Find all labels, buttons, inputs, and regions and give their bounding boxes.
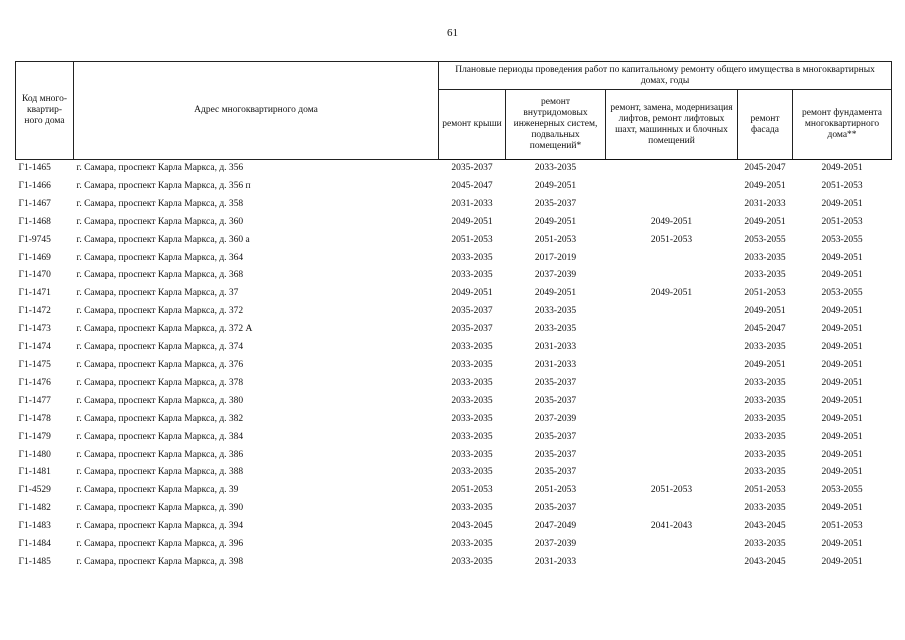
cell-foundation: 2049-2051	[821, 556, 863, 567]
cell-elevators	[606, 393, 738, 411]
header-code: Код много-квартир-ного дома	[16, 62, 74, 160]
cell-foundation: 2049-2051	[821, 377, 863, 388]
cell-elevators	[606, 411, 738, 429]
cell-elevators	[606, 339, 738, 357]
cell-foundation: 2053-2055	[821, 485, 863, 496]
cell-facade: 2031-2033	[744, 198, 786, 209]
cell-roof: 2043-2045	[451, 521, 493, 532]
cell-engineering: 2031-2033	[534, 556, 577, 567]
header-roof: ремонт крыши	[439, 90, 506, 160]
cell-roof: 2033-2035	[451, 556, 493, 567]
cell-address: г. Самара, проспект Карла Маркса, д. 358	[76, 198, 244, 209]
cell-roof: 2033-2035	[451, 342, 493, 353]
cell-address: г. Самара, проспект Карла Маркса, д. 368	[76, 270, 244, 281]
cell-code: Г1-1478	[18, 413, 51, 424]
cell-code: Г1-1469	[18, 252, 51, 263]
cell-engineering: 2035-2037	[534, 431, 577, 442]
cell-elevators	[606, 267, 738, 285]
cell-facade: 2049-2051	[744, 216, 786, 227]
table-row	[16, 464, 892, 482]
cell-foundation: 2049-2051	[821, 252, 863, 263]
cell-elevators: 2041-2043	[650, 521, 693, 532]
cell-foundation: 2049-2051	[821, 395, 863, 406]
cell-address: г. Самара, проспект Карла Маркса, д. 398	[76, 556, 244, 567]
cell-roof: 2035-2037	[451, 163, 493, 173]
cell-roof: 2033-2035	[451, 252, 493, 263]
table-row	[16, 267, 892, 285]
cell-address: г. Самара, проспект Карла Маркса, д. 37	[76, 288, 239, 299]
cell-foundation: 2049-2051	[821, 342, 863, 353]
cell-engineering: 2035-2037	[534, 503, 577, 514]
table-row	[16, 411, 892, 429]
cell-code: Г1-1468	[18, 216, 51, 227]
cell-code: Г1-1466	[18, 180, 51, 191]
cell-elevators: 2049-2051	[650, 216, 693, 227]
table-row	[16, 536, 892, 554]
cell-elevators	[606, 160, 738, 178]
cell-code: Г1-1479	[18, 431, 51, 442]
cell-roof: 2035-2037	[451, 324, 493, 335]
capital-repair-table	[15, 61, 892, 572]
cell-roof: 2033-2035	[451, 431, 493, 442]
table-row	[16, 214, 892, 232]
cell-elevators	[606, 357, 738, 375]
cell-code: Г1-1473	[18, 324, 51, 335]
cell-roof: 2033-2035	[451, 270, 493, 281]
cell-facade: 2033-2035	[744, 449, 786, 460]
cell-elevators	[606, 447, 738, 465]
cell-facade: 2033-2035	[744, 270, 786, 281]
table-row	[16, 178, 892, 196]
table-row	[16, 375, 892, 393]
cell-address: г. Самара, проспект Карла Маркса, д. 384	[76, 431, 244, 442]
table-row	[16, 357, 892, 375]
cell-roof: 2033-2035	[451, 377, 493, 388]
cell-elevators: 2049-2051	[650, 288, 693, 299]
cell-elevators	[606, 178, 738, 196]
cell-engineering: 2037-2039	[534, 413, 577, 424]
cell-foundation: 2049-2051	[821, 539, 863, 550]
cell-address: г. Самара, проспект Карла Маркса, д. 386	[76, 449, 244, 460]
cell-roof: 2033-2035	[451, 449, 493, 460]
cell-elevators	[606, 375, 738, 393]
cell-roof: 2033-2035	[451, 359, 493, 370]
cell-foundation: 2049-2051	[821, 270, 863, 281]
cell-facade: 2043-2045	[744, 556, 786, 567]
table-row	[16, 232, 892, 250]
header-engineering: ремонт внутридомовых инженерных систем, подвальных помещений*	[506, 90, 606, 160]
cell-roof: 2049-2051	[451, 216, 493, 227]
cell-elevators	[606, 536, 738, 554]
cell-code: Г1-1474	[18, 342, 51, 353]
cell-address: г. Самара, проспект Карла Маркса, д. 372	[76, 306, 244, 317]
table-row	[16, 447, 892, 465]
table-row	[16, 518, 892, 536]
cell-facade: 2033-2035	[744, 395, 786, 406]
cell-code: Г1-1480	[18, 449, 51, 460]
cell-facade: 2033-2035	[744, 539, 786, 550]
cell-engineering: 2035-2037	[534, 395, 577, 406]
cell-facade: 2053-2055	[744, 234, 786, 245]
cell-roof: 2035-2037	[451, 306, 493, 317]
cell-engineering: 2037-2039	[534, 539, 577, 550]
table-row	[16, 285, 892, 303]
cell-facade: 2033-2035	[744, 342, 786, 353]
cell-address: г. Самара, проспект Карла Маркса, д. 380	[76, 395, 244, 406]
cell-engineering: 2031-2033	[534, 342, 577, 353]
cell-foundation: 2049-2051	[821, 413, 863, 424]
cell-facade: 2049-2051	[744, 306, 786, 317]
table-row	[16, 393, 892, 411]
header-periods-group: Плановые периоды проведения работ по капитальному ремонту общего имущества в многоквартирных домах, годы	[439, 62, 892, 90]
table-row	[16, 482, 892, 500]
cell-code: Г1-1484	[18, 539, 51, 550]
cell-elevators	[606, 554, 738, 572]
cell-address: г. Самара, проспект Карла Маркса, д. 394	[76, 521, 244, 532]
cell-engineering: 2035-2037	[534, 449, 577, 460]
cell-engineering: 2031-2033	[534, 359, 577, 370]
header-foundation: ремонт фундамента многоквартирного дома**	[793, 90, 892, 160]
cell-elevators	[606, 429, 738, 447]
cell-address: г. Самара, проспект Карла Маркса, д. 360 а	[76, 234, 250, 245]
cell-address: г. Самара, проспект Карла Маркса, д. 372 А	[76, 324, 253, 335]
cell-facade: 2033-2035	[744, 377, 786, 388]
cell-foundation: 2051-2053	[821, 180, 863, 191]
header-facade: ремонт фасада	[738, 90, 793, 160]
table-row	[16, 321, 892, 339]
cell-facade: 2045-2047	[744, 324, 786, 335]
cell-address: г. Самара, проспект Карла Маркса, д. 356	[76, 163, 244, 173]
cell-facade: 2033-2035	[744, 431, 786, 442]
cell-foundation: 2049-2051	[821, 324, 863, 335]
cell-engineering: 2033-2035	[534, 324, 577, 335]
cell-address: г. Самара, проспект Карла Маркса, д. 388	[76, 467, 244, 478]
cell-facade: 2043-2045	[744, 521, 786, 532]
cell-address: г. Самара, проспект Карла Маркса, д. 396	[76, 539, 244, 550]
cell-foundation: 2049-2051	[821, 467, 863, 478]
cell-roof: 2031-2033	[451, 198, 493, 209]
cell-address: г. Самара, проспект Карла Маркса, д. 364	[76, 252, 244, 263]
page-number: 61	[447, 27, 458, 39]
cell-roof: 2049-2051	[451, 288, 493, 299]
cell-roof: 2033-2035	[451, 539, 493, 550]
cell-elevators	[606, 464, 738, 482]
cell-facade: 2049-2051	[744, 359, 786, 370]
cell-code: Г1-1482	[18, 503, 51, 514]
cell-foundation: 2053-2055	[821, 234, 863, 245]
cell-roof: 2033-2035	[451, 413, 493, 424]
cell-code: Г1-1475	[18, 359, 51, 370]
cell-foundation: 2049-2051	[821, 163, 863, 173]
cell-engineering: 2049-2051	[534, 180, 577, 191]
cell-roof: 2033-2035	[451, 503, 493, 514]
cell-foundation: 2051-2053	[821, 521, 863, 532]
cell-roof: 2051-2053	[451, 234, 493, 245]
cell-foundation: 2049-2051	[821, 359, 863, 370]
cell-address: г. Самара, проспект Карла Маркса, д. 376	[76, 359, 244, 370]
cell-facade: 2045-2047	[744, 163, 786, 173]
table-row	[16, 339, 892, 357]
cell-code: Г1-1477	[18, 395, 51, 406]
cell-code: Г1-9745	[18, 234, 51, 245]
cell-roof: 2045-2047	[451, 180, 493, 191]
cell-facade: 2033-2035	[744, 467, 786, 478]
cell-code: Г1-1465	[18, 163, 51, 173]
cell-engineering: 2017-2019	[534, 252, 577, 263]
cell-roof: 2051-2053	[451, 485, 493, 496]
cell-roof: 2033-2035	[451, 467, 493, 478]
cell-engineering: 2051-2053	[534, 485, 577, 496]
table-body	[16, 160, 892, 572]
cell-code: Г1-4529	[18, 485, 51, 496]
cell-elevators	[606, 500, 738, 518]
cell-code: Г1-1481	[18, 467, 51, 478]
cell-facade: 2033-2035	[744, 252, 786, 263]
cell-address: г. Самара, проспект Карла Маркса, д. 39	[76, 485, 239, 496]
cell-foundation: 2049-2051	[821, 503, 863, 514]
cell-code: Г1-1467	[18, 198, 51, 209]
cell-address: г. Самара, проспект Карла Маркса, д. 382	[76, 413, 244, 424]
cell-code: Г1-1485	[18, 556, 51, 567]
cell-facade: 2049-2051	[744, 180, 786, 191]
cell-engineering: 2051-2053	[534, 234, 577, 245]
cell-code: Г1-1483	[18, 521, 51, 532]
cell-facade: 2051-2053	[744, 288, 786, 299]
table-row	[16, 196, 892, 214]
cell-engineering: 2049-2051	[534, 216, 577, 227]
cell-engineering: 2035-2037	[534, 198, 577, 209]
cell-address: г. Самара, проспект Карла Маркса, д. 378	[76, 377, 244, 388]
table-row	[16, 554, 892, 572]
cell-foundation: 2051-2053	[821, 216, 863, 227]
table-row	[16, 303, 892, 321]
cell-code: Г1-1472	[18, 306, 51, 317]
cell-engineering: 2047-2049	[534, 521, 577, 532]
cell-address: г. Самара, проспект Карла Маркса, д. 360	[76, 216, 244, 227]
cell-elevators: 2051-2053	[650, 234, 693, 245]
table-row	[16, 429, 892, 447]
cell-elevators	[606, 250, 738, 268]
table-row	[16, 250, 892, 268]
cell-roof: 2033-2035	[451, 395, 493, 406]
table-row	[16, 500, 892, 518]
cell-elevators	[606, 196, 738, 214]
cell-foundation: 2049-2051	[821, 449, 863, 460]
cell-foundation: 2049-2051	[821, 431, 863, 442]
cell-address: г. Самара, проспект Карла Маркса, д. 356 п	[76, 180, 251, 191]
cell-elevators: 2051-2053	[650, 485, 693, 496]
cell-facade: 2033-2035	[744, 503, 786, 514]
cell-address: г. Самара, проспект Карла Маркса, д. 374	[76, 342, 244, 353]
header-elevators: ремонт, замена, модернизация лифтов, ремонт лифтовых шахт, машинных и блочных помещений	[606, 90, 738, 160]
header-address: Адрес многоквартирного дома	[74, 62, 439, 160]
cell-engineering: 2033-2035	[534, 163, 577, 173]
table-row	[16, 160, 892, 178]
cell-foundation: 2053-2055	[821, 288, 863, 299]
cell-engineering: 2049-2051	[534, 288, 577, 299]
cell-engineering: 2033-2035	[534, 306, 577, 317]
cell-foundation: 2049-2051	[821, 306, 863, 317]
cell-engineering: 2037-2039	[534, 270, 577, 281]
cell-facade: 2051-2053	[744, 485, 786, 496]
cell-elevators	[606, 303, 738, 321]
cell-foundation: 2049-2051	[821, 198, 863, 209]
cell-engineering: 2035-2037	[534, 377, 577, 388]
cell-elevators	[606, 321, 738, 339]
cell-code: Г1-1470	[18, 270, 51, 281]
cell-facade: 2033-2035	[744, 413, 786, 424]
cell-address: г. Самара, проспект Карла Маркса, д. 390	[76, 503, 244, 514]
cell-code: Г1-1471	[18, 288, 51, 299]
cell-engineering: 2035-2037	[534, 467, 577, 478]
cell-code: Г1-1476	[18, 377, 51, 388]
